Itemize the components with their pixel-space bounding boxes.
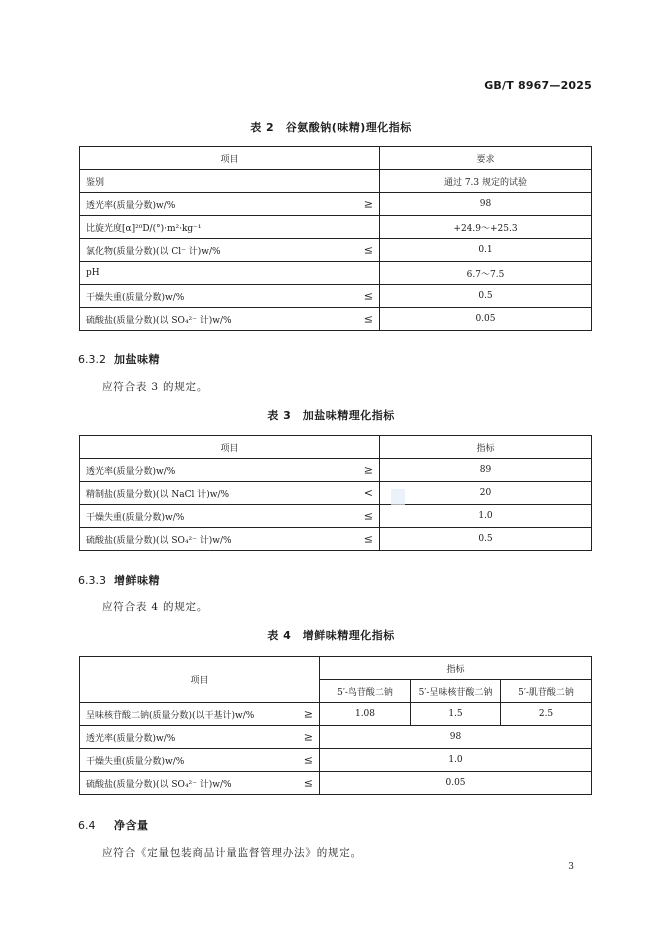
item-cell: 干燥失重(质量分数)w/% ≤ (80, 505, 380, 528)
value-cell: 1.0 (320, 749, 592, 772)
item-cell: 透光率(质量分数)w/% ≥ (80, 459, 380, 482)
column-header-requirement: 要求 (380, 147, 592, 170)
section-title: 净含量 (114, 819, 149, 832)
section-number: 6.4 (78, 819, 96, 832)
column-header-item: 项目 (80, 436, 380, 459)
table-row (80, 193, 592, 216)
column-header-index: 指标 (380, 436, 592, 459)
table-header-row (80, 147, 592, 170)
watermark-mark (391, 489, 405, 505)
table-header-row (80, 657, 592, 680)
table2-caption: 表 2 谷氨酸钠(味精)理化指标 (250, 121, 412, 134)
item-cell: 精制盐(质量分数)(以 NaCl 计)w/% < (80, 482, 380, 505)
table-row (80, 170, 592, 193)
section-title: 加盐味精 (114, 353, 160, 366)
section-6-3-3-text: 应符合表 4 的规定。 (102, 601, 209, 613)
section-6-4-text: 应符合《定量包装商品计量监督管理办法》的规定。 (102, 847, 362, 859)
table2 (79, 146, 592, 331)
subheader-ribonucleotide: 5′-呈味核苷酸二钠 (411, 680, 501, 703)
table4-caption: 表 4 增鲜味精理化指标 (267, 629, 395, 642)
table-row (80, 528, 592, 551)
item-cell: 硫酸盐(质量分数)(以 SO₄²⁻ 计)w/% ≤ (80, 308, 380, 331)
table-row (80, 308, 592, 331)
section-title: 增鲜味精 (114, 574, 160, 587)
column-header-item: 项目 (80, 147, 380, 170)
item-cell: 呈味核苷酸二钠(质量分数)(以干基计)w/% ≥ (80, 703, 320, 726)
standard-code-header: GB/T 8967—2025 (484, 79, 592, 92)
value-cell: 1.5 (411, 703, 501, 726)
table3-caption: 表 3 加盐味精理化指标 (267, 409, 395, 422)
item-cell: 透光率(质量分数)w/% ≥ (80, 726, 320, 749)
table-row (80, 262, 592, 285)
table-row (80, 772, 592, 795)
section-number: 6.3.3 (78, 574, 106, 587)
value-cell: 98 (380, 193, 592, 216)
value-cell: 0.1 (380, 239, 592, 262)
section-6-3-2-text: 应符合表 3 的规定。 (102, 381, 209, 393)
value-cell: 0.05 (320, 772, 592, 795)
value-cell: 0.5 (380, 285, 592, 308)
table-row (80, 459, 592, 482)
item-cell: 鉴别 (80, 170, 380, 193)
table-row (80, 239, 592, 262)
table3 (79, 435, 592, 551)
column-header-item: 项目 (80, 657, 320, 703)
section-number: 6.3.2 (78, 353, 106, 366)
table-row (80, 285, 592, 308)
section-6-3-2-heading (78, 351, 160, 367)
table-header-row (80, 436, 592, 459)
item-cell: 干燥失重(质量分数)w/% ≤ (80, 749, 320, 772)
table-row (80, 726, 592, 749)
section-6-3-3-heading (78, 572, 160, 588)
value-cell: 1.0 (380, 505, 592, 528)
column-header-index: 指标 (320, 657, 592, 680)
table-row (80, 703, 592, 726)
table-row (80, 482, 592, 505)
page-number: 3 (568, 862, 574, 872)
subheader-guanylate: 5′-鸟苷酸二钠 (320, 680, 411, 703)
value-cell: 98 (320, 726, 592, 749)
item-cell: 干燥失重(质量分数)w/% ≤ (80, 285, 380, 308)
item-cell: 硫酸盐(质量分数)(以 SO₄²⁻ 计)w/% ≤ (80, 772, 320, 795)
value-cell: 1.08 (320, 703, 411, 726)
item-cell: 硫酸盐(质量分数)(以 SO₄²⁻ 计)w/% ≤ (80, 528, 380, 551)
table-row (80, 505, 592, 528)
table4 (79, 656, 592, 795)
item-cell: 比旋光度[α]²⁰D/(°)·m²·kg⁻¹ (80, 216, 380, 239)
item-cell: pH (80, 262, 380, 285)
item-cell: 透光率(质量分数)w/% ≥ (80, 193, 380, 216)
item-cell: 氯化物(质量分数)(以 Cl⁻ 计)w/% ≤ (80, 239, 380, 262)
value-cell: 0.05 (380, 308, 592, 331)
table-row (80, 216, 592, 239)
value-cell: +24.9～+25.3 (380, 216, 592, 239)
value-cell: 0.5 (380, 528, 592, 551)
table-row (80, 749, 592, 772)
value-cell: 89 (380, 459, 592, 482)
value-cell: 2.5 (501, 703, 592, 726)
value-cell: 6.7～7.5 (380, 262, 592, 285)
value-cell: 通过 7.3 规定的试验 (380, 170, 592, 193)
section-6-4-heading (78, 817, 149, 833)
value-cell: 20 (380, 482, 592, 505)
subheader-inosinate: 5′-肌苷酸二钠 (501, 680, 592, 703)
